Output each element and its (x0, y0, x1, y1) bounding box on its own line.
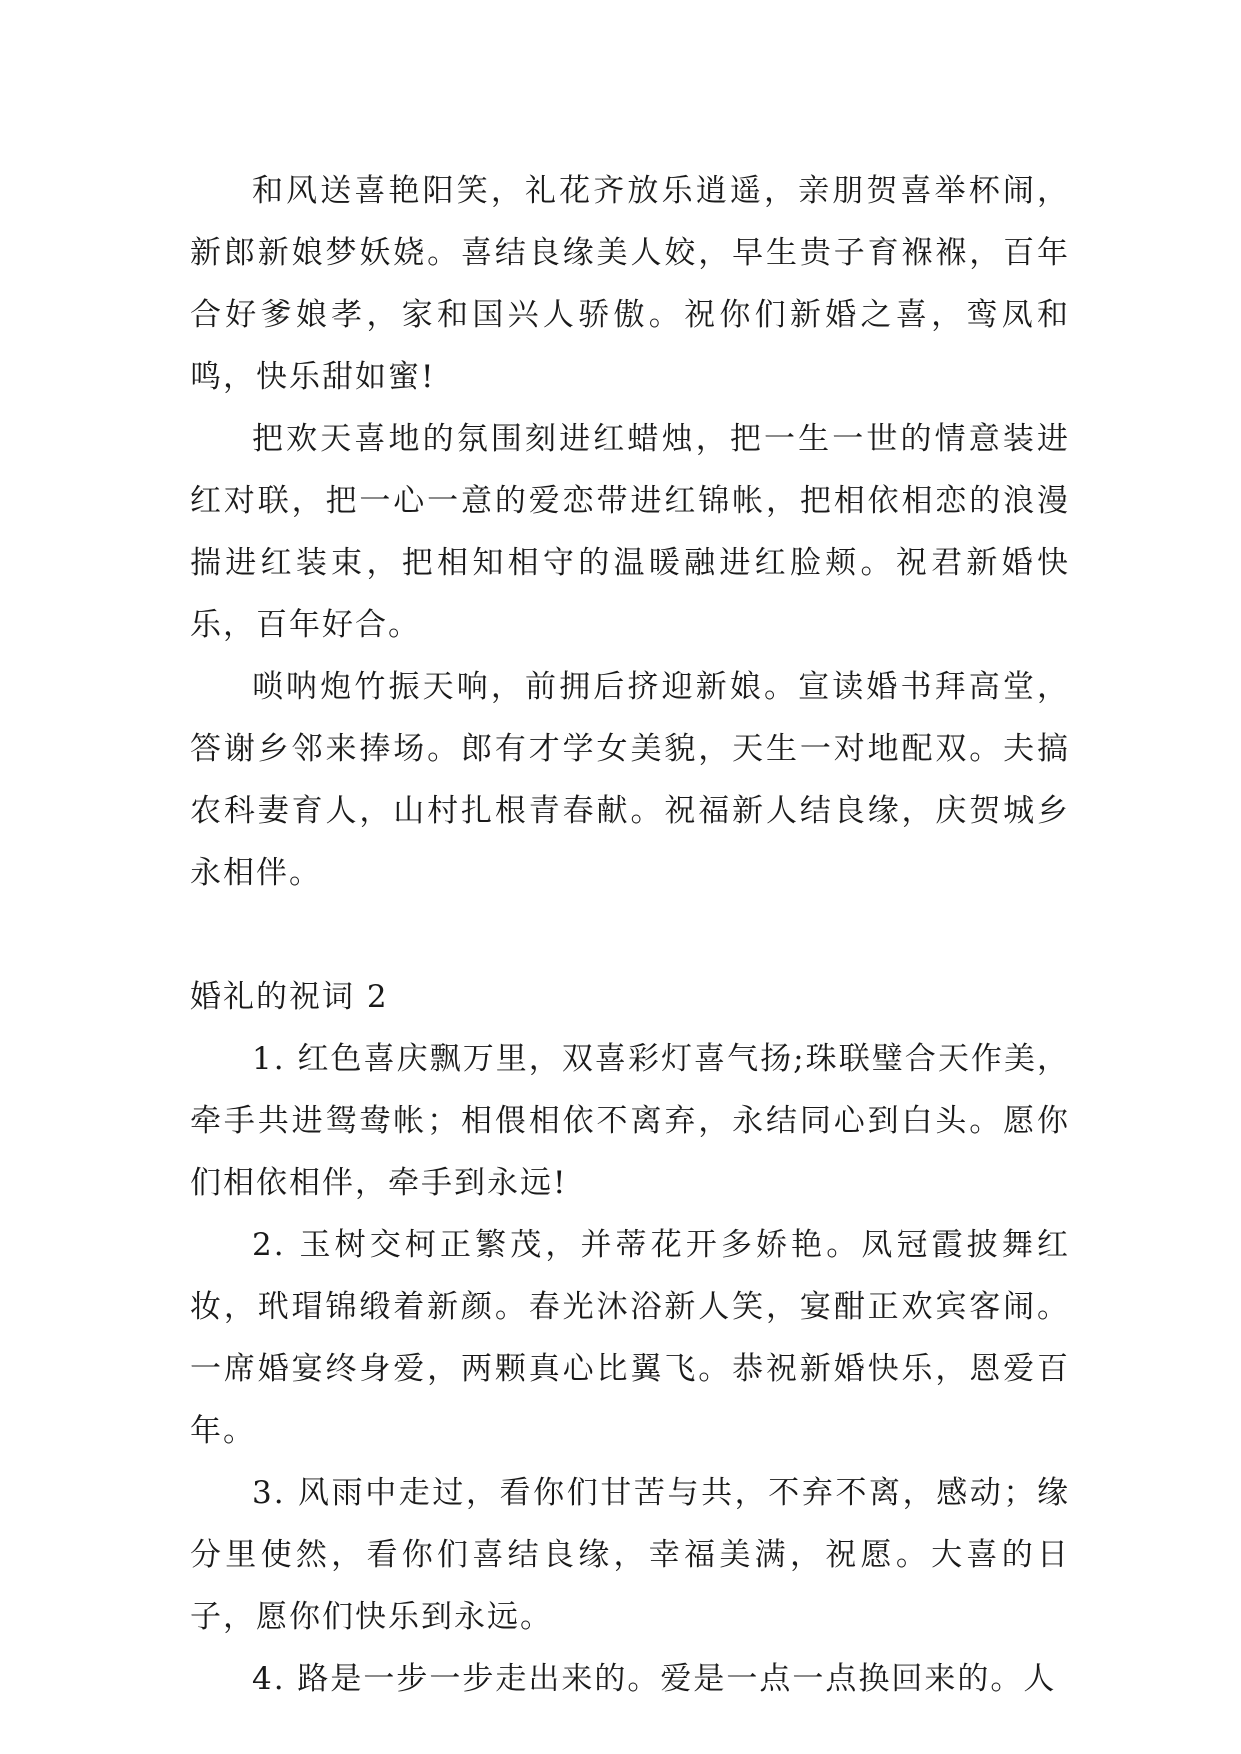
list-item-4: 4. 路是一步一步走出来的。爱是一点一点换回来的。人 (252, 1661, 1057, 1697)
paragraph-2: 把欢天喜地的氛围刻进红蜡烛，把一生一世的情意装进红对联，把一心一意的爱恋带进红锦帐，把相依相恋的浪漫揣进红装束，把相知相守的温暖融进红脸颊。祝君新婚快乐，百年好合。 (190, 421, 1070, 643)
paragraph-1: 和风送喜艳阳笑，礼花齐放乐逍遥，亲朋贺喜举杯闹，新郎新娘梦妖娆。喜结良缘美人姣，早生贵子育褓褓，百年合好爹娘孝，家和国兴人骄傲。祝你们新婚之喜，鸾凤和鸣，快乐甜如蜜! (190, 173, 1070, 395)
section-spacer (190, 904, 1070, 966)
section-heading: 婚礼的祝词 2 (190, 979, 389, 1015)
list-item-2: 2. 玉树交柯正繁茂，并蒂花开多娇艳。凤冠霞披舞红妆，玳瑁锦缎着新颜。春光沐浴新人笑，宴酣正欢宾客闹。一席婚宴终身爱，两颗真心比翼飞。恭祝新婚快乐，恩爱百年。 (190, 1227, 1070, 1449)
list-item-3: 3. 风雨中走过，看你们甘苦与共，不弃不离，感动；缘分里使然，看你们喜结良缘，幸福美满，祝愿。大喜的日子，愿你们快乐到永远。 (190, 1475, 1070, 1635)
document-body (190, 160, 1070, 1710)
paragraph-3: 唢呐炮竹振天响，前拥后挤迎新娘。宣读婚书拜高堂，答谢乡邻来捧场。郎有才学女美貌，天生一对地配双。夫搞农科妻育人，山村扎根青春献。祝福新人结良缘，庆贺城乡永相伴。 (190, 669, 1070, 891)
list-item-1: 1. 红色喜庆飘万里，双喜彩灯喜气扬;珠联璧合天作美，牵手共进鸳鸯帐；相偎相依不离弃，永结同心到白头。愿你们相依相伴，牵手到永远! (190, 1041, 1070, 1201)
